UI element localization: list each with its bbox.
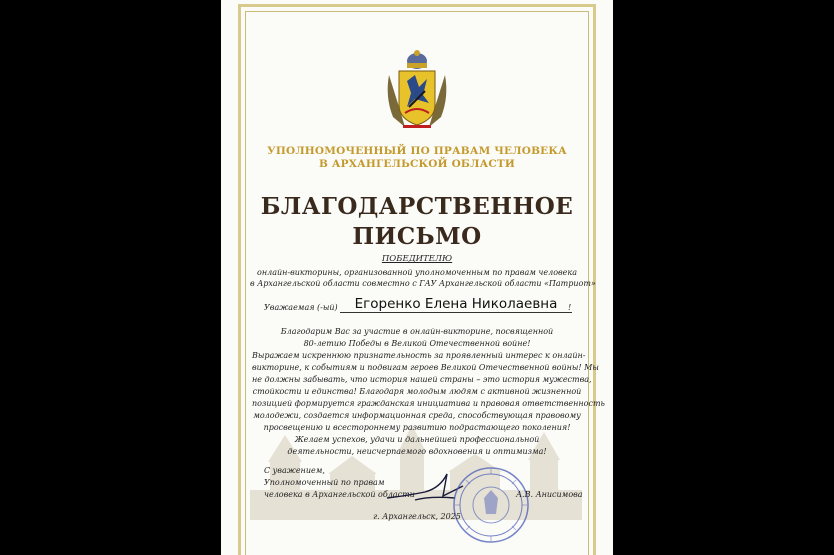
- signer-title-line-2: человека в Архангельской области: [264, 490, 415, 499]
- quiz-line-2: в Архангельской области совместно с ГАУ Архангельской области «Патриот»: [250, 279, 596, 288]
- place-date: г. Архангельск, 2025: [373, 512, 461, 521]
- body-line: стойкости и единства! Благодаря молодым людям с активной жизненной: [252, 387, 582, 396]
- body-line: 80-летию Победы в Великой Отечественной войне!: [303, 339, 531, 348]
- body-line: Благодарим Вас за участие в онлайн-викторине, посвященной: [280, 327, 554, 336]
- signer-name: А.В. Анисимова: [516, 490, 583, 499]
- body-line: Выражаем искреннюю признательность за проявленный интерес к онлайн-: [252, 351, 586, 360]
- body-line: молодежи, создается информационная среда, способствующая правовому: [253, 411, 581, 420]
- recipient-name: Егоренко Елена Николаевна: [340, 296, 572, 313]
- closing-line: С уважением,: [264, 466, 325, 475]
- body-line: викторине, к событиям и подвигам героев Великой Отечественной войны! Мы: [252, 363, 599, 372]
- signer-title-line-1: Уполномоченный по правам: [264, 478, 385, 487]
- quiz-line-1: онлайн-викторины, организованной уполномоченным по правам человека: [257, 268, 577, 277]
- salutation: Уважаемая (-ый): [264, 303, 338, 312]
- official-seal-icon: [452, 466, 530, 544]
- salutation-exclamation: !: [568, 303, 572, 312]
- title-line-2: ПИСЬМО: [352, 223, 482, 250]
- body-line: позицией формируется гражданская инициатива и правовая ответственность: [252, 399, 605, 408]
- body-line: не должны забывать, что история нашей страны – это история мужества,: [252, 375, 592, 384]
- body-line: просвещению и всестороннему развитию подрастающего поколения!: [263, 423, 571, 432]
- winner-label: ПОБЕДИТЕЛЮ: [381, 254, 453, 264]
- issuer-line-1: УПОЛНОМОЧЕННЫЙ ПО ПРАВАМ ЧЕЛОВЕКА: [267, 145, 567, 157]
- title-line-1: БЛАГОДАРСТВЕННОЕ: [260, 193, 574, 220]
- issuer-line-2: В АРХАНГЕЛЬСКОЙ ОБЛАСТИ: [318, 158, 516, 170]
- body-line: деятельности, неисчерпаемого вдохновения и оптимизма!: [287, 447, 547, 456]
- arkhangelsk-coat-of-arms-icon: [385, 47, 449, 131]
- body-line: Желаем успехов, удачи и дальнейшей профессиональной: [294, 435, 540, 444]
